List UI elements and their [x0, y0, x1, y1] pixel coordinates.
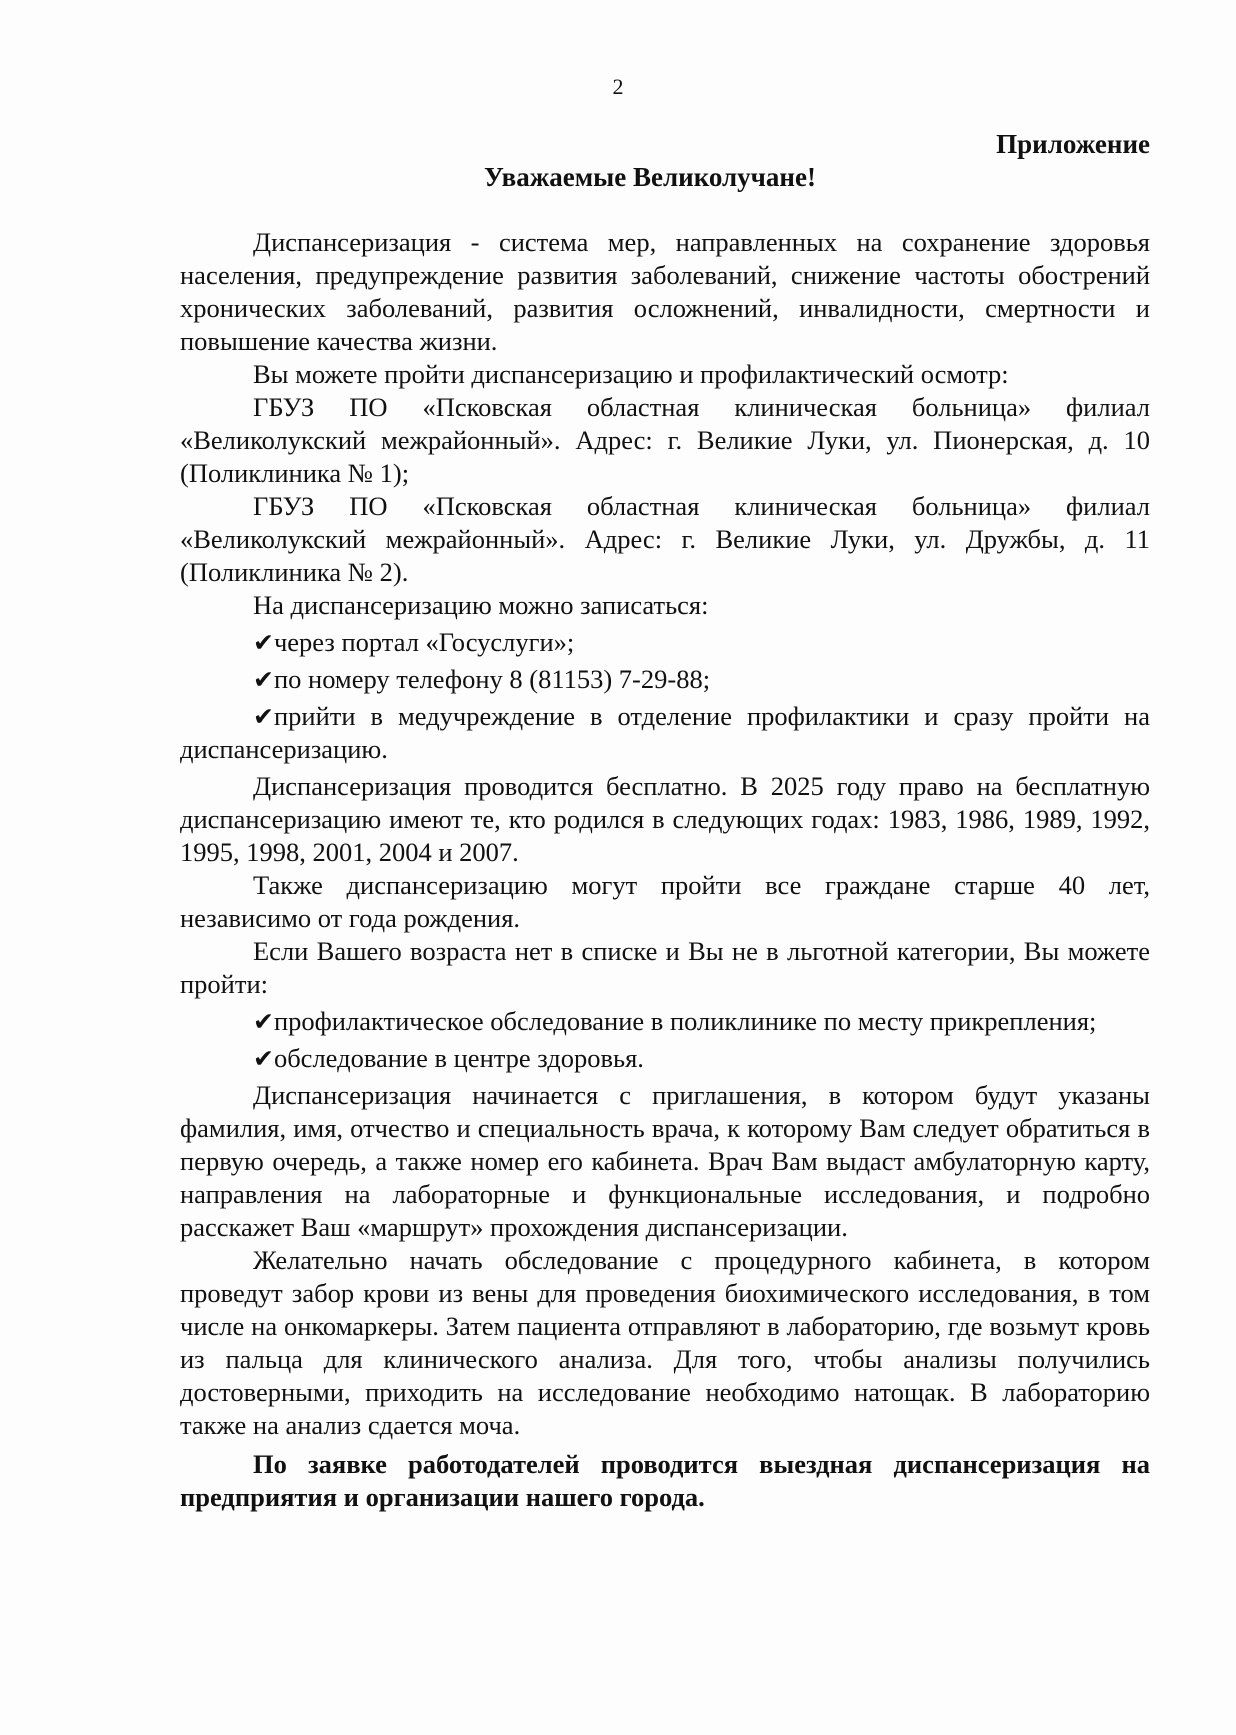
list-item-signup-portal	[180, 626, 1150, 659]
check-icon: ✔	[253, 702, 274, 731]
paragraph-over-40: Также диспансеризацию могут пройти все граждане старше 40 лет, независимо от года рождения.	[180, 870, 1150, 933]
greeting-heading: Уважаемые Великолучане!	[484, 162, 816, 192]
paragraph-invitation: Диспансеризация начинается с приглашения, в котором будут указаны фамилия, имя, отчество и специальность врача, к которому Вам следует обратиться в первую очередь, а также номер его кабинета. Врач Вам выдаст амбулаторную карту, направления на лабораторные и функциональные исследования, и подробно расскажет Ваш «маршрут» прохождения диспансеризации.	[180, 1080, 1150, 1242]
check-icon: ✔	[253, 1044, 274, 1073]
list-item-alt-clinic	[180, 1005, 1150, 1038]
list-item-text: через портал «Госуслуги»;	[273, 627, 575, 657]
annex-label: Приложение	[996, 129, 1150, 159]
paragraph-procedure: Желательно начать обследование с процедурного кабинета, в котором проведут забор крови из вены для проведения биохимического исследования, в том числе на онкомаркеры. Затем пациента отправляют в лабораторию, где возьмут кровь из пальца для клинического анализа. Для того, чтобы анализы получились достоверными, приходить на исследование необходимо натощак. В лабораторию также на анализ сдается моча.	[180, 1245, 1150, 1440]
list-item-signup-visit	[180, 700, 1150, 766]
paragraph-signup-intro: На диспансеризацию можно записаться:	[253, 590, 709, 620]
check-icon: ✔	[253, 628, 274, 657]
list-item-alt-health-center	[180, 1042, 1150, 1075]
closing-bold-notice: По заявке работодателей проводится выездная диспансеризация на предприятия и организации нашего города.	[180, 1449, 1150, 1512]
list-item-text: профилактическое обследование в поликлинике по месту прикрепления;	[273, 1006, 1097, 1036]
paragraph-where: Вы можете пройти диспансеризацию и профилактический осмотр:	[253, 359, 1009, 389]
document-body	[180, 128, 1150, 1514]
list-item-text: по номеру телефону 8 (81153) 7-29-88;	[273, 664, 711, 694]
paragraph-definition: Диспансеризация - система мер, направленных на сохранение здоровья населения, предупреждение развития заболеваний, снижение частоты обострений хронических заболеваний, развития осложнений, инвалидности, смертности и повышение качества жизни.	[180, 227, 1150, 356]
paragraph-free-years: Диспансеризация проводится бесплатно. В 2025 году право на бесплатную диспансеризацию имеют те, кто родился в следующих годах: 1983, 1986, 1989, 1992, 1995, 1998, 2001, 2004 и 2007.	[180, 771, 1150, 867]
paragraph-clinic-1: ГБУЗ ПО «Псковская областная клиническая больница» филиал «Великолукский межрайонный». Адрес: г. Великие Луки, ул. Пионерская, д. 10 (Поликлиника № 1);	[180, 392, 1150, 488]
paragraph-clinic-2: ГБУЗ ПО «Псковская областная клиническая больница» филиал «Великолукский межрайонный». Адрес: г. Великие Луки, ул. Дружбы, д. 11 (Поликлиника № 2).	[180, 491, 1150, 587]
list-item-text: обследование в центре здоровья.	[273, 1043, 644, 1073]
page-number: 2	[612, 74, 624, 99]
list-item-text: прийти в медучреждение в отделение профилактики и сразу пройти на диспансеризацию.	[180, 701, 1150, 764]
list-item-signup-phone	[180, 663, 1150, 696]
check-icon: ✔	[253, 1007, 274, 1036]
check-icon: ✔	[253, 665, 274, 694]
paragraph-alternatives-intro: Если Вашего возраста нет в списке и Вы не в льготной категории, Вы можете пройти:	[180, 936, 1150, 999]
